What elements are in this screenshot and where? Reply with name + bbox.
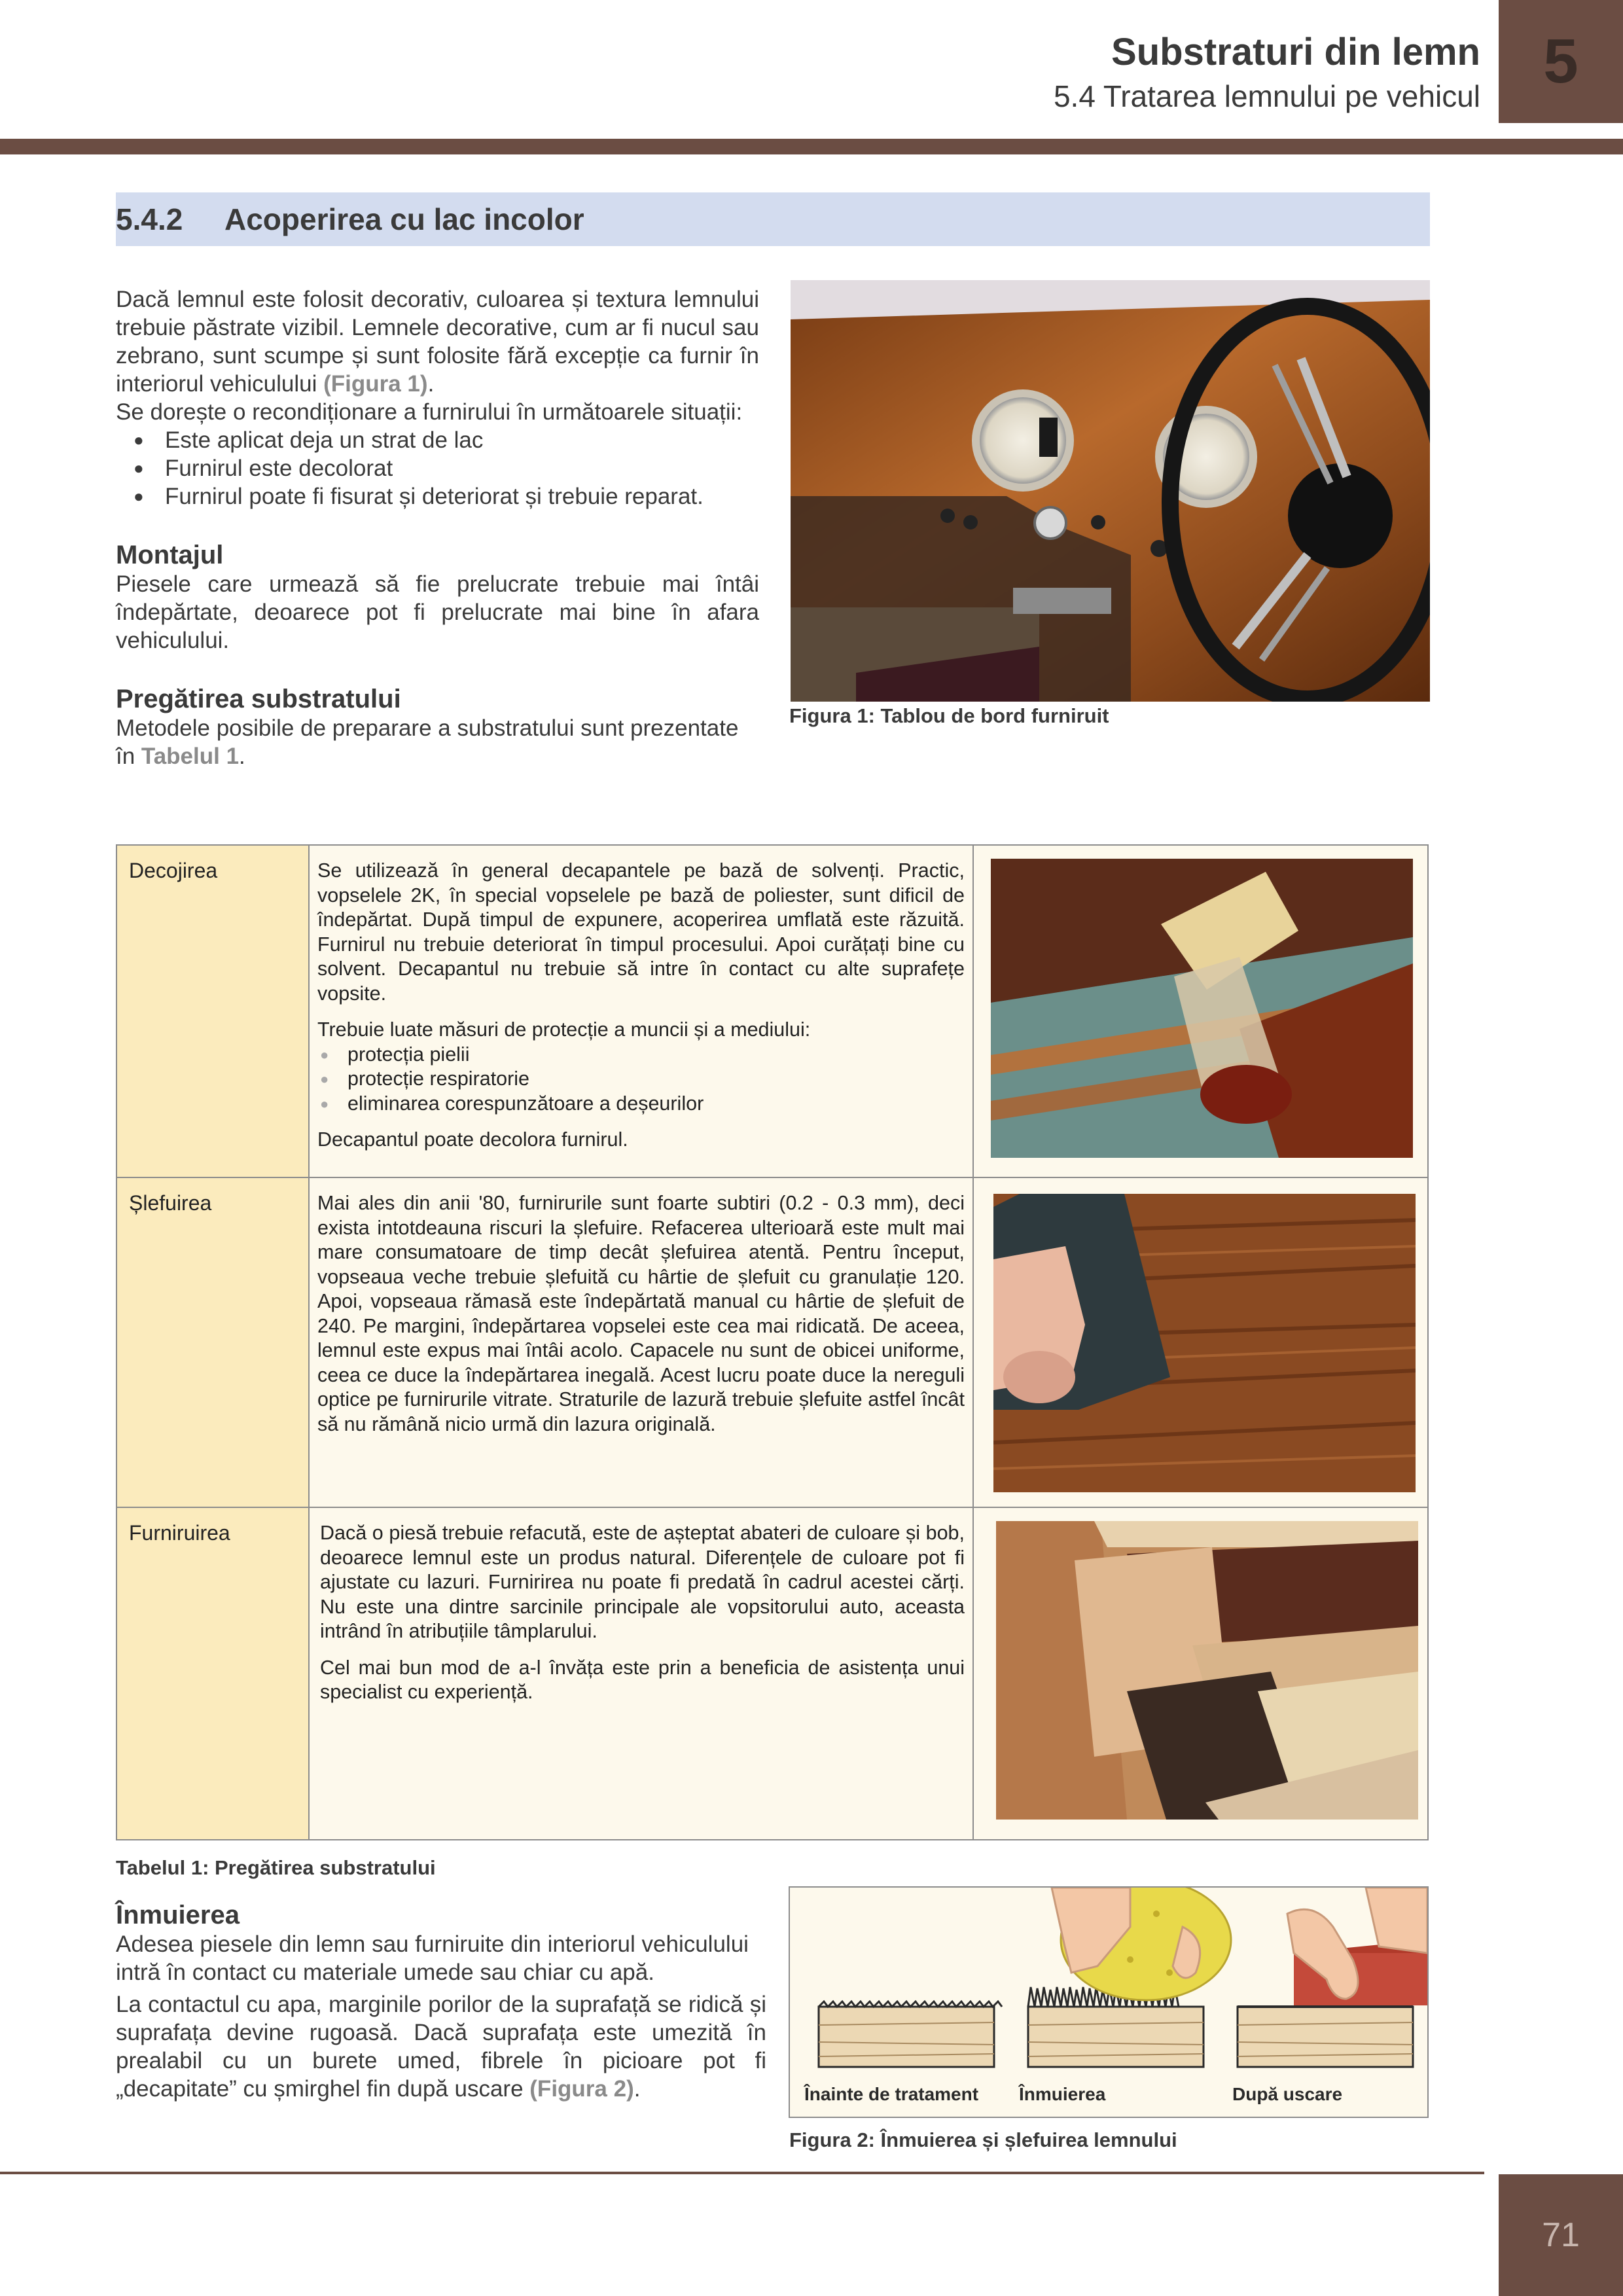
row-image-cell <box>974 846 1427 1177</box>
intro-text: Dacă lemnul este folosit decorativ, culoarea și textura lemnului trebuie păstrate vizibil. Lemnele decorative, cum ar fi nucul sau zebrano, sunt scumpe și sunt folosite fără excepție ca furnir în interiorul vehiculului <box>116 287 759 397</box>
row-image-cell <box>974 1508 1427 1839</box>
page-number-box <box>1499 2174 1623 2296</box>
table-row <box>117 1508 1427 1839</box>
list-item: ● eliminarea corespunzătoare a deșeurilor <box>348 1092 965 1117</box>
section-heading <box>116 192 1430 246</box>
page-number: 71 <box>1542 2216 1580 2254</box>
veneer-photo <box>996 1521 1418 1820</box>
inmuierea-paragraph-2 <box>116 1990 766 2103</box>
chapter-number: 5 <box>1543 26 1578 96</box>
list-item: ● Furnirul este decolorat <box>165 454 759 482</box>
table-1-reference: Tabelul 1 <box>141 744 240 769</box>
figure-1-caption: Figura 1: Tablou de bord furniruit <box>789 704 1109 727</box>
stripping-illustration <box>991 859 1413 1158</box>
pregatire-block <box>116 685 759 770</box>
intro-situations: Se dorește o recondiționare a furnirului în următoarele situații: <box>116 399 743 425</box>
row-label: Decojirea <box>117 846 310 1177</box>
inmuierea-heading: Înmuierea <box>116 1901 240 1929</box>
veneer-illustration <box>996 1521 1418 1820</box>
montaj-heading: Montajul <box>116 541 224 569</box>
running-header-subtitle: 5.4 Tratarea lemnului pe vehicul <box>1053 79 1480 113</box>
inmuierea-block <box>116 1901 766 2103</box>
row-paragraph: Se utilizează în general decapantele pe bază de solvenți. Practic, vopselele 2K, în special vopselele pe bază de poliester, sunt dificil de îndepărtat. După timpul de expunere, acoperirea umflată este răzuită. Furnirul nu trebuie deteriorat în timpul procesului. Apoi curățați bine cu solvent. Decapantul nu trebuie să intre în contact cu alte suprafețe vopsite. <box>317 859 965 1005</box>
table-1-caption: Tabelul 1: Pregătirea substratului <box>116 1856 436 1879</box>
pregatire-text <box>116 714 759 770</box>
row-label: Furniruirea <box>117 1508 310 1839</box>
table-row <box>117 846 1427 1178</box>
inmuierea-paragraph-1: Adesea piesele din lemn sau furniruite din interiorul vehiculului intră în contact cu materiale umede sau chiar cu apă. <box>116 1931 749 1985</box>
section-number: 5.4.2 <box>116 202 183 236</box>
header-divider <box>0 139 1623 154</box>
row-label: Șlefuirea <box>117 1178 310 1507</box>
row-description <box>310 1508 974 1839</box>
figure-2-caption: Figura 2: Înmuierea și șlefuirea lemnului <box>789 2128 1177 2151</box>
figure-2-diagram <box>789 1886 1429 2118</box>
row-image-cell <box>974 1178 1427 1507</box>
stage-label-before: Înainte de tratament <box>804 2084 979 2104</box>
figure-1-reference: (Figura 1) <box>323 371 428 397</box>
pregatire-heading: Pregătirea substratului <box>116 685 401 713</box>
stage-label-after: După uscare <box>1232 2084 1343 2104</box>
situations-list <box>116 426 759 511</box>
inmuierea-text-end: . <box>633 2076 641 2102</box>
sanding-illustration <box>993 1194 1416 1492</box>
pregatire-text-end: . <box>239 744 245 769</box>
intro-paragraph <box>116 285 759 398</box>
list-item: ● Este aplicat deja un strat de lac <box>165 426 759 454</box>
table-row <box>117 1178 1427 1508</box>
row-paragraph: Cel mai bun mod de a-l învăța este prin a beneficia de asistența unui specialist cu experiență. <box>320 1656 965 1703</box>
row-paragraph: Trebuie luate măsuri de protecție a muncii și a mediului: <box>317 1018 811 1041</box>
montaj-block <box>116 541 759 655</box>
row-description <box>310 1178 974 1507</box>
soaking-illustration <box>790 1888 1427 2117</box>
pregatire-text-body: Metodele posibile de preparare a substratului sunt prezentate în <box>116 715 739 769</box>
sanding-photo <box>993 1194 1416 1492</box>
stripping-photo <box>991 859 1413 1158</box>
figure-2-reference: (Figura 2) <box>529 2076 634 2102</box>
row-paragraph: Mai ales din anii '80, furnirurile sunt foarte subtiri (0.2 - 0.3 mm), deci exista intotdeauna riscuri la șlefuire. Refacerea ulterioară este mult mai mare consumatoare de timp decât șlefuirea atentă. Pentru început, vopseaua veche trebuie șlefuită cu hârtie de șlefuit cu granulație 120. Apoi, vopseaua rămasă este îndepărtată manual cu hârtie de șlefuit de 240. Pe margini, îndepărtarea vopselei este cea mai ridicată. De aceea, lemnul este expus mai întâi acolo. Capacele nu sunt de obicei uniforme, ceea ce duce la îndepărtarea inegală. Acest lucru poate duce la nereguli optice pe furnirurile vitrate. Straturile de lazură trebuie șlefuite astfel încât să nu rămână nicio urmă din lazura originală. <box>317 1192 965 1435</box>
montaj-text: Piesele care urmează să fie prelucrate trebuie mai întâi îndepărtate, deoarece pot fi prelucrate mai bine în afara vehiculului. <box>116 571 759 653</box>
running-header-title: Substraturi din lemn <box>1111 31 1480 73</box>
stage-label-soaking: Înmuierea <box>1019 2084 1106 2104</box>
dashboard-illustration <box>791 280 1430 702</box>
list-item: ● protecție respiratorie <box>348 1067 965 1092</box>
protection-list <box>317 1043 965 1117</box>
list-item: ● Furnirul poate fi fisurat și deteriorat și trebuie reparat. <box>165 482 759 511</box>
intro-block <box>116 285 759 511</box>
inmuierea-text: La contactul cu apa, marginile porilor de la suprafață se ridică și suprafața devine rugoasă. Dacă suprafața este umezită în prealabil cu un burete umed, fibrele în picioare pot fi „decapitate” cu șmirghel fin după uscare <box>116 1992 766 2102</box>
intro-text-end: . <box>427 371 435 397</box>
row-paragraph: Decapantul poate decolora furnirul. <box>317 1128 628 1151</box>
footer-divider <box>0 2172 1484 2174</box>
chapter-number-box <box>1499 0 1623 123</box>
preparation-table <box>116 844 1429 1840</box>
figure-1-dashboard-photo <box>791 280 1430 702</box>
section-title: Acoperirea cu lac incolor <box>224 202 584 236</box>
list-item: ● protecția pielii <box>348 1043 965 1067</box>
row-paragraph: Dacă o piesă trebuie refacută, este de așteptat abateri de culoare și bob, deoarece lemnul este un produs natural. Diferențele de culoare pot fi ajustate cu lazuri. Furnirirea nu poate fi predată în cadrul acestei cărți. Nu este una dintre sarcinile principale ale vopsitorului auto, aceasta intrând în atribuțiile tâmplarului. <box>320 1522 965 1642</box>
row-description <box>310 846 974 1177</box>
